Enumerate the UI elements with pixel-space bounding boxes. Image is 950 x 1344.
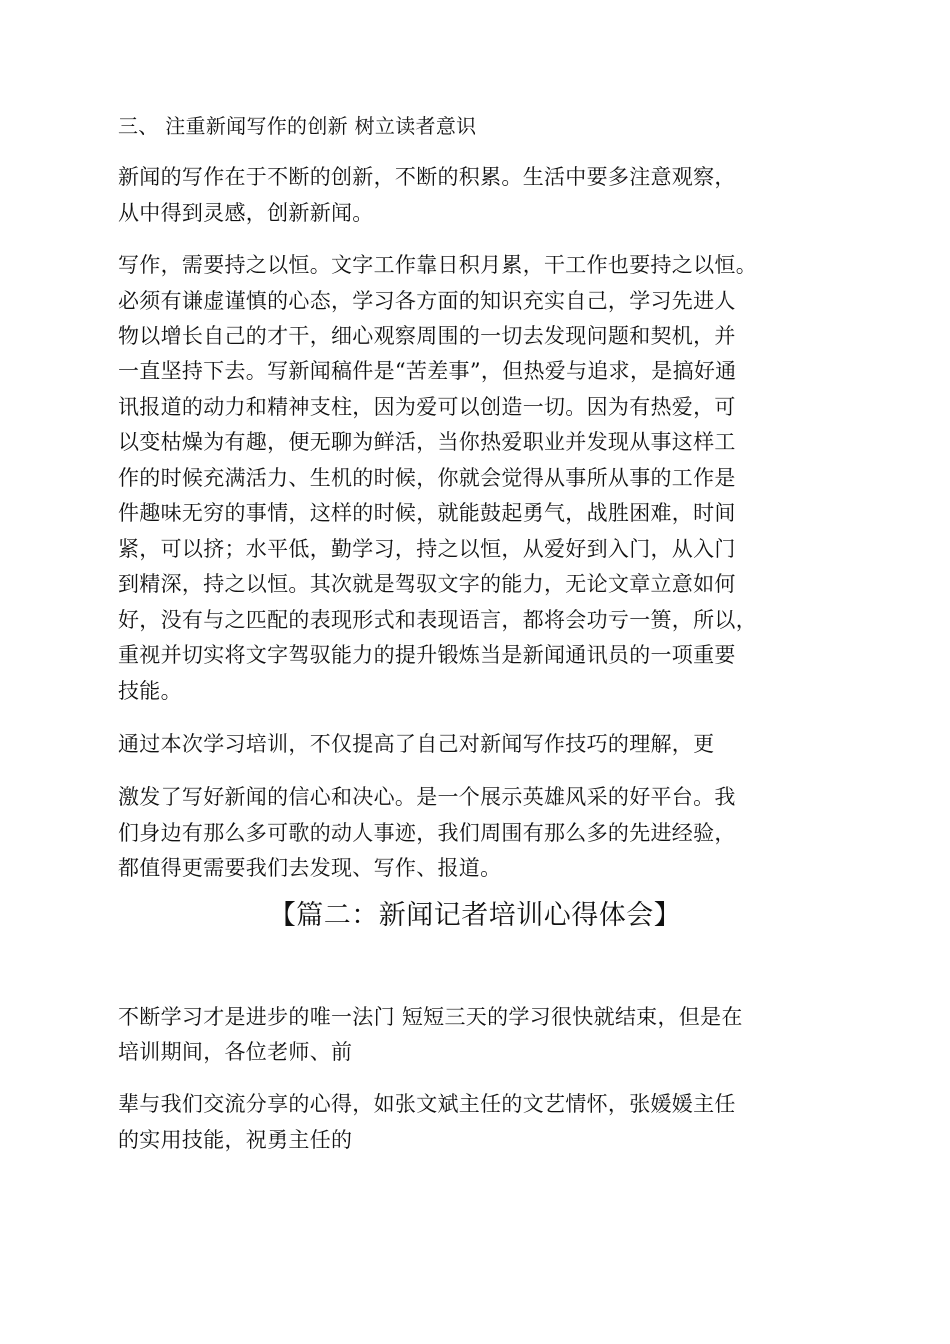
paragraph-line: 新闻的写作在于不断的创新，不断的积累。生活中要多注意观察，	[118, 165, 736, 189]
paragraph-line: 写作，需要持之以恒。文字工作靠日积月累，干工作也要持之以恒。	[118, 253, 757, 277]
paragraph-line: 重视并切实将文字驾驭能力的提升锻炼当是新闻通讯员的一项重要	[118, 643, 736, 667]
paragraph-line: 讯报道的动力和精神支柱，因为爱可以创造一切。因为有热爱，可	[118, 395, 736, 419]
paragraph-line: 以变枯燥为有趣，便无聊为鲜活，当你热爱职业并发现从事这样工	[118, 430, 736, 454]
paragraph-line: 们身边有那么多可歌的动人事迹，我们周围有那么多的先进经验，	[118, 821, 736, 845]
paragraph-line: 激发了写好新闻的信心和决心。是一个展示英雄风采的好平台。我	[118, 785, 736, 809]
paragraph-line: 通过本次学习培训，不仅提高了自己对新闻写作技巧的理解，更	[118, 732, 715, 756]
section-heading: 三、 注重新闻写作的创新 树立读者意识	[118, 114, 477, 138]
paragraph-line: 作的时候充满活力、生机的时候，你就会觉得从事所从事的工作是	[118, 466, 736, 490]
part-two-title: 【篇二：新闻记者培训心得体会】	[268, 900, 682, 931]
paragraph-line: 都值得更需要我们去发现、写作、报道。	[118, 856, 502, 880]
paragraph-line: 件趣味无穷的事情，这样的时候，就能鼓起勇气，战胜困难，时间	[118, 501, 736, 525]
paragraph-line: 的实用技能，祝勇主任的	[118, 1128, 353, 1152]
paragraph-line: 好，没有与之匹配的表现形式和表现语言，都将会功亏一篑，所以，	[118, 608, 757, 632]
paragraph-line: 物以增长自己的才干，细心观察周围的一切去发现问题和契机，并	[118, 324, 736, 348]
paragraph-line: 到精深，持之以恒。其次就是驾驭文字的能力，无论文章立意如何	[118, 572, 736, 596]
paragraph-line: 技能。	[118, 679, 182, 703]
paragraph-line: 培训期间，各位老师、前	[118, 1040, 353, 1064]
paragraph-line: 一直坚持下去。写新闻稿件是“苦差事”，但热爱与追求，是搞好通	[118, 359, 737, 383]
paragraph-line: 辈与我们交流分享的心得，如张文斌主任的文艺情怀，张媛媛主任	[118, 1092, 736, 1116]
paragraph-line: 必须有谦虚谨慎的心态，学习各方面的知识充实自己，学习先进人	[118, 289, 736, 313]
paragraph-line: 从中得到灵感，创新新闻。	[118, 201, 374, 225]
paragraph-line: 紧，可以挤；水平低，勤学习，持之以恒，从爱好到入门，从入门	[118, 537, 736, 561]
paragraph-line: 不断学习才是进步的唯一法门 短短三天的学习很快就结束，但是在	[118, 1005, 743, 1029]
